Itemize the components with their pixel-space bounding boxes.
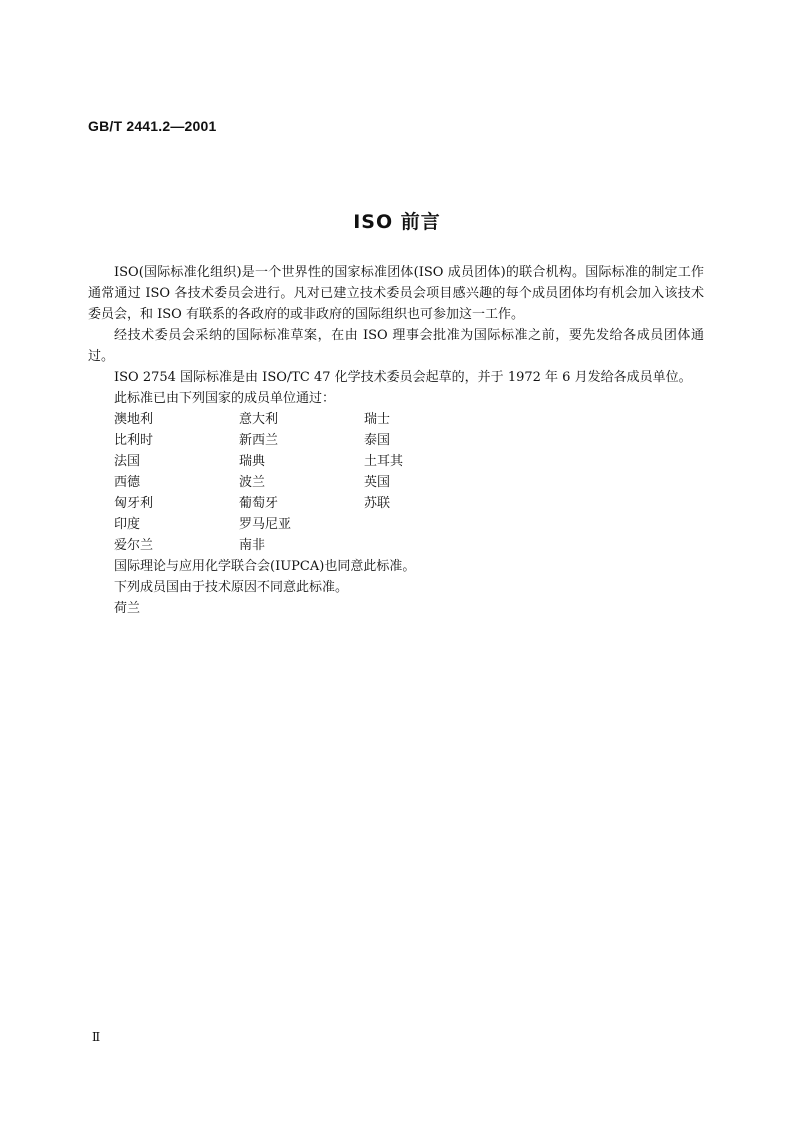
country-item: 苏联: [364, 496, 391, 511]
country-item: 英国: [364, 475, 391, 490]
country-list: [88, 409, 704, 556]
country-item: 新西兰: [239, 433, 279, 448]
paragraph-drafting: ISO 2754 国际标准是由 ISO/TC 47 化学技术委员会起草的，并于 1972 年 6 月发给各成员单位。: [114, 370, 692, 385]
country-item: 葡萄牙: [239, 496, 279, 511]
paragraph-approved-by: 此标准已由下列国家的成员单位通过：: [114, 391, 336, 406]
page-title: ISO 前言: [353, 211, 441, 233]
paragraph-disapproving-country: 荷兰: [114, 601, 141, 616]
paragraph-iso-intro: ISO(国际标准化组织)是一个世界性的国家标准团体(ISO 成员团体)的联合机构。国际标准的制定工作通常通过 ISO 各技术委员会进行。凡对已建立技术委员会项目感兴趣的每个成员团体均有机会加入该技术委员会，和 ISO 有联系的各政府的或非政府的国际组织也可参加这一工作。: [88, 265, 704, 322]
country-item: 意大利: [239, 412, 279, 427]
country-item: 罗马尼亚: [239, 517, 292, 532]
foreword-body: [88, 262, 704, 619]
country-item: [364, 535, 489, 556]
country-item: 印度: [114, 517, 141, 532]
country-item: 澳地利: [114, 412, 154, 427]
paragraph-iupac: 国际理论与应用化学联合会(IUPCA)也同意此标准。: [114, 559, 416, 574]
country-item: 法国: [114, 454, 141, 469]
country-item: 瑞典: [239, 454, 266, 469]
country-item: 匈牙利: [114, 496, 154, 511]
country-item: 土耳其: [364, 454, 404, 469]
paragraph-approval-process: 经技术委员会采纳的国际标准草案，在由 ISO 理事会批准为国际标准之前，要先发给各成员团体通过。: [88, 328, 704, 364]
country-item: 爱尔兰: [114, 538, 154, 553]
country-item: 南非: [239, 538, 266, 553]
country-item: 比利时: [114, 433, 154, 448]
standard-code: GB/T 2441.2—2001: [88, 118, 217, 134]
country-item: 瑞士: [364, 412, 391, 427]
country-item: 西德: [114, 475, 141, 490]
paragraph-disapproval: 下列成员国由于技术原因不同意此标准。: [114, 580, 349, 595]
country-item: [364, 514, 489, 535]
page-number: Ⅱ: [92, 1030, 101, 1044]
country-item: 泰国: [364, 433, 391, 448]
country-item: 波兰: [239, 475, 266, 490]
